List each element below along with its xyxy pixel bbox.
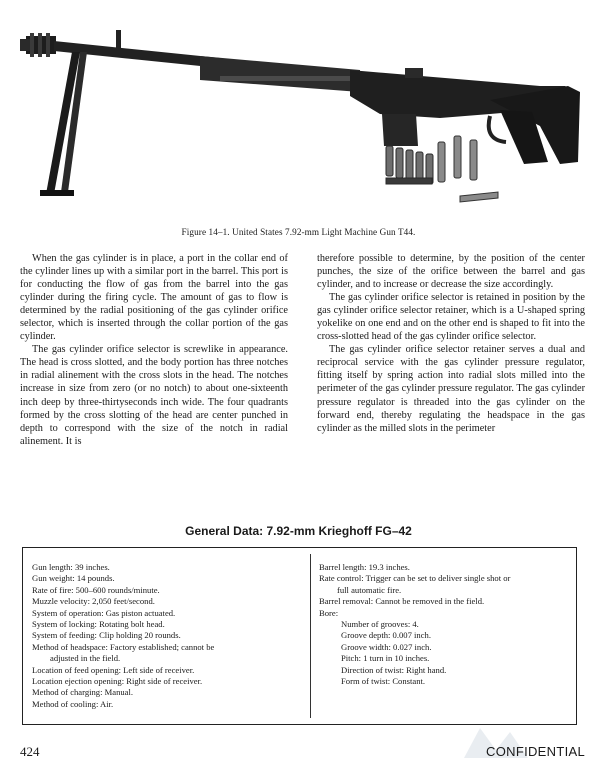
spec-line: Number of grooves: 4. [341, 619, 419, 630]
paragraph: The gas cylinder orifice selector is retained in position by the gas cylinder orifice selector retainer, which is a U-shaped spring yokelike on one end and on the other end is shaped to fit into the cross-slotted head of the gas cylinder orifice selector. [317, 292, 585, 343]
spec-line: Pitch: 1 turn in 10 inches. [341, 653, 430, 664]
spec-line: Groove depth: 0.007 inch. [341, 630, 431, 641]
spec-line: full automatic fire. [337, 584, 402, 595]
spec-line: Rate of fire: 500–600 rounds/minute. [32, 584, 160, 595]
spec-line: Barrel removal: Cannot be removed in the field. [319, 596, 485, 607]
spec-line: Method of charging: Manual. [32, 687, 134, 698]
paragraph-continuation: therefore possible to determine, by the position of the center punches, the size of the orifice between the barrel and gas cylinder, and to increase or decrease the size accordingly. [317, 253, 585, 291]
general-data-right-column [319, 562, 569, 687]
spec-line: Direction of twist: Right hand. [341, 664, 447, 675]
spec-line: Location of feed opening: Left side of receiver. [32, 664, 195, 675]
paragraph: The gas cylinder orifice selector retainer serves a dual and reciprocal service with the gas cylinder pressure regulator, fitting itself by spring action into radial slots milled into the perimeter of the gas cylinder pressure regulator. The gas cylinder pressure regulator is threaded into the gas cylinder on the forward end, thereby regulating the headspace in the gas cylinder as the milled slots in the perimeter [317, 344, 586, 434]
general-data-left-column [32, 562, 302, 710]
spec-line: Location ejection opening: Right side of receiver. [32, 676, 203, 687]
general-data-title: General Data: 7.92-mm Krieghoff FG–42 [185, 524, 412, 538]
column-divider [310, 554, 311, 718]
spec-line: Muzzle velocity: 2,050 feet/second. [32, 596, 155, 607]
body-column-left [20, 252, 288, 448]
machine-gun-photo [20, 22, 580, 217]
spec-line: Method of headspace: Factory established; cannot be [32, 641, 215, 652]
body-column-right [317, 252, 585, 435]
page-number: 424 [20, 744, 40, 759]
spec-line: Form of twist: Constant. [341, 676, 426, 687]
spec-line: System of locking: Rotating bolt head. [32, 619, 165, 630]
spec-line: Method of cooling: Air. [32, 698, 114, 709]
spec-line: adjusted in the field. [50, 653, 121, 664]
spec-line: Rate control: Trigger can be set to deliver single shot or [319, 573, 511, 584]
figure-caption: Figure 14–1. United States 7.92-mm Light Machine Gun T44. [181, 227, 416, 237]
classification-marking: CONFIDENTIAL [486, 744, 585, 759]
general-data-table [22, 547, 577, 725]
paragraph: The gas cylinder orifice selector is screwlike in appearance. The head is cross slotted, and the body portion has three notches in radial alinement with the cross slots in the head. The notches increase in size from zero (or no notch) to about one-sixteenth inch deep by three-thirtyseconds inch wide. The four quadrants formed by the cross slotting of the head are center punched in depth to correspond with the size of the notch in radial alinement. It is [20, 344, 288, 447]
spec-line: System of feeding: Clip holding 20 rounds. [32, 630, 181, 641]
spec-line: Gun length: 39 inches. [32, 562, 110, 572]
spec-line: Gun weight: 14 pounds. [32, 573, 115, 584]
spec-line: Bore: [319, 607, 339, 618]
paragraph: When the gas cylinder is in place, a port in the collar end of the cylinder lines up with a similar port in the barrel. This port is for conducting the flow of gas from the barrel into the gas cylinder during the firing cycle. The amount of gas to flow is determined by the radial positioning of the gas cylinder orifice selector, which is inserted through the collar portion of the gas cylinder. [20, 253, 288, 343]
spec-line: Groove width: 0.027 inch. [341, 641, 432, 652]
spec-line: Barrel length: 19.3 inches. [319, 562, 410, 572]
spec-line: System of operation: Gas piston actuated. [32, 607, 176, 618]
